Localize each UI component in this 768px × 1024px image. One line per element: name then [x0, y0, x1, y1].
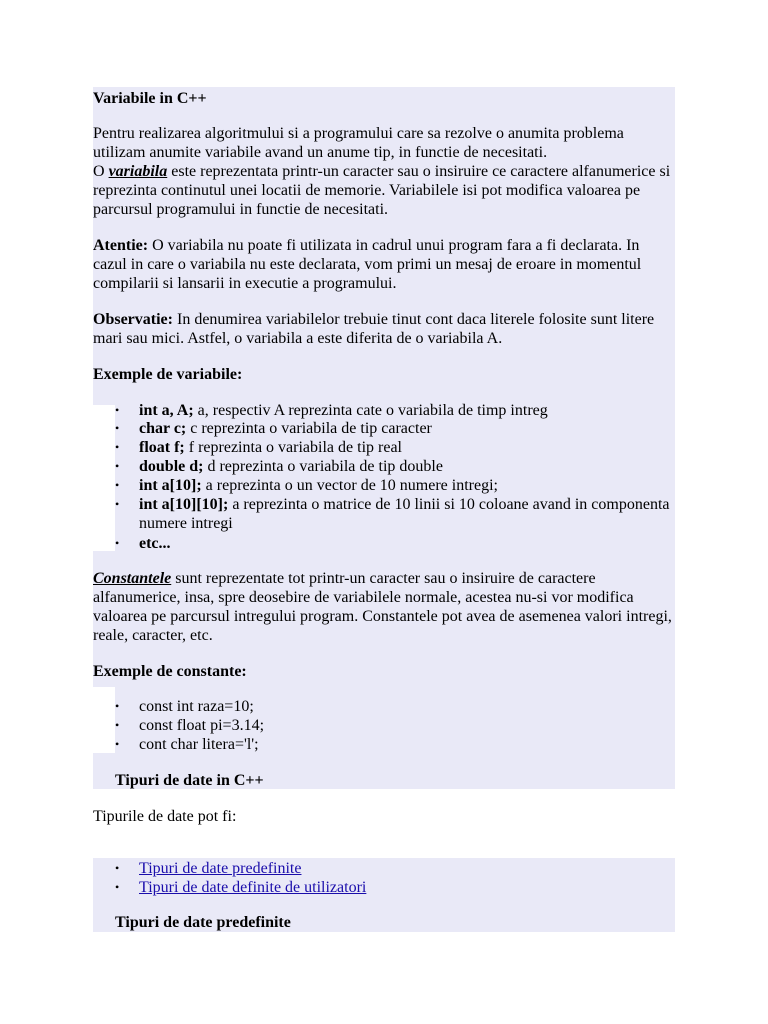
link-tipuri-utilizatori[interactable]: Tipuri de date definite de utilizatori	[139, 879, 367, 896]
term-variabila: variabila	[108, 163, 168, 180]
atentie-label: Atentie:	[93, 237, 149, 254]
list-item: • const int raza=10;	[139, 697, 679, 716]
constantele-paragraph: Constantele sunt reprezentate tot printr-un caracter sau o insiruire de caractere alfanumerice, insa, spre deosebire de variabilele normale, acestea nu-si vor modifica valoarea pe parcursul intregului program. Constantele pot avea de asemenea valori intregi, reale, caracter, etc.	[93, 570, 672, 644]
heading-exemple-variabile: Exemple de variabile:	[93, 366, 243, 383]
list-item: • cont char litera='l';	[139, 735, 679, 754]
list-item: • char c; c reprezinta o variabila de tip caracter	[139, 419, 679, 438]
list-item: • int a, A; a, respectiv A reprezinta cate o variabila de timp intreg	[139, 401, 679, 420]
intro-paragraph: Pentru realizarea algoritmului si a programului care sa rezolve o anumita problema utilizam anumite variabile avand un anume tip, in functie de necesitati. O variabila este reprezentata printr-un caracter sau o insiruire ce caractere alfanumerice si reprezinta continutul unei locatii de memorie. Variabilele isi pot modifica valoarea pe parcursul programului in functie de necesitati.	[93, 125, 671, 218]
list-item: • float f; f reprezinta o variabila de tip real	[139, 438, 679, 457]
term-constantele: Constantele	[93, 570, 172, 587]
atentie-paragraph: Atentie: O variabila nu poate fi utilizata in cadrul unui program fara a fi declarata. In cazul in care o variabila nu este declarata, vom primi un mesaj de eroare in momentul compilarii si lansarii in executie a programului.	[93, 237, 642, 292]
page-title: Variabile in C++	[93, 90, 207, 107]
highlight-list-left	[93, 400, 115, 405]
heading-tipuri-predefinite: Tipuri de date predefinite	[115, 914, 291, 931]
observatie-label: Observatie:	[93, 311, 173, 328]
list-item: • etc...	[139, 534, 679, 553]
tipuri-intro: Tipurile de date pot fi:	[93, 808, 237, 825]
heading-exemple-constante: Exemple de constante:	[93, 663, 247, 680]
list-item: • int a[10][10]; a reprezinta o matrice de 10 linii si 10 coloane avand in componenta numere intregi	[139, 495, 679, 533]
list-item: • double d; d reprezinta o variabila de tip double	[139, 457, 679, 476]
list-item: • const float pi=3.14;	[139, 716, 679, 735]
heading-tipuri-date: Tipuri de date in C++	[115, 772, 264, 789]
intro-text: Pentru realizarea algoritmului si a programului care sa rezolve o anumita problema utilizam anumite variabile avand un anume tip, in functie de necesitati.	[93, 125, 624, 161]
list-item: • int a[10]; a reprezinta o un vector de 10 numere intregi;	[139, 476, 679, 495]
link-tipuri-predefinite[interactable]: Tipuri de date predefinite	[139, 860, 302, 877]
observatie-paragraph: Observatie: In denumirea variabilelor trebuie tinut cont daca literele folosite sunt litere mari sau mici. Astfel, o variabila a este diferita de o variabila A.	[93, 311, 655, 347]
list-item	[139, 878, 679, 897]
list-item	[139, 859, 679, 878]
